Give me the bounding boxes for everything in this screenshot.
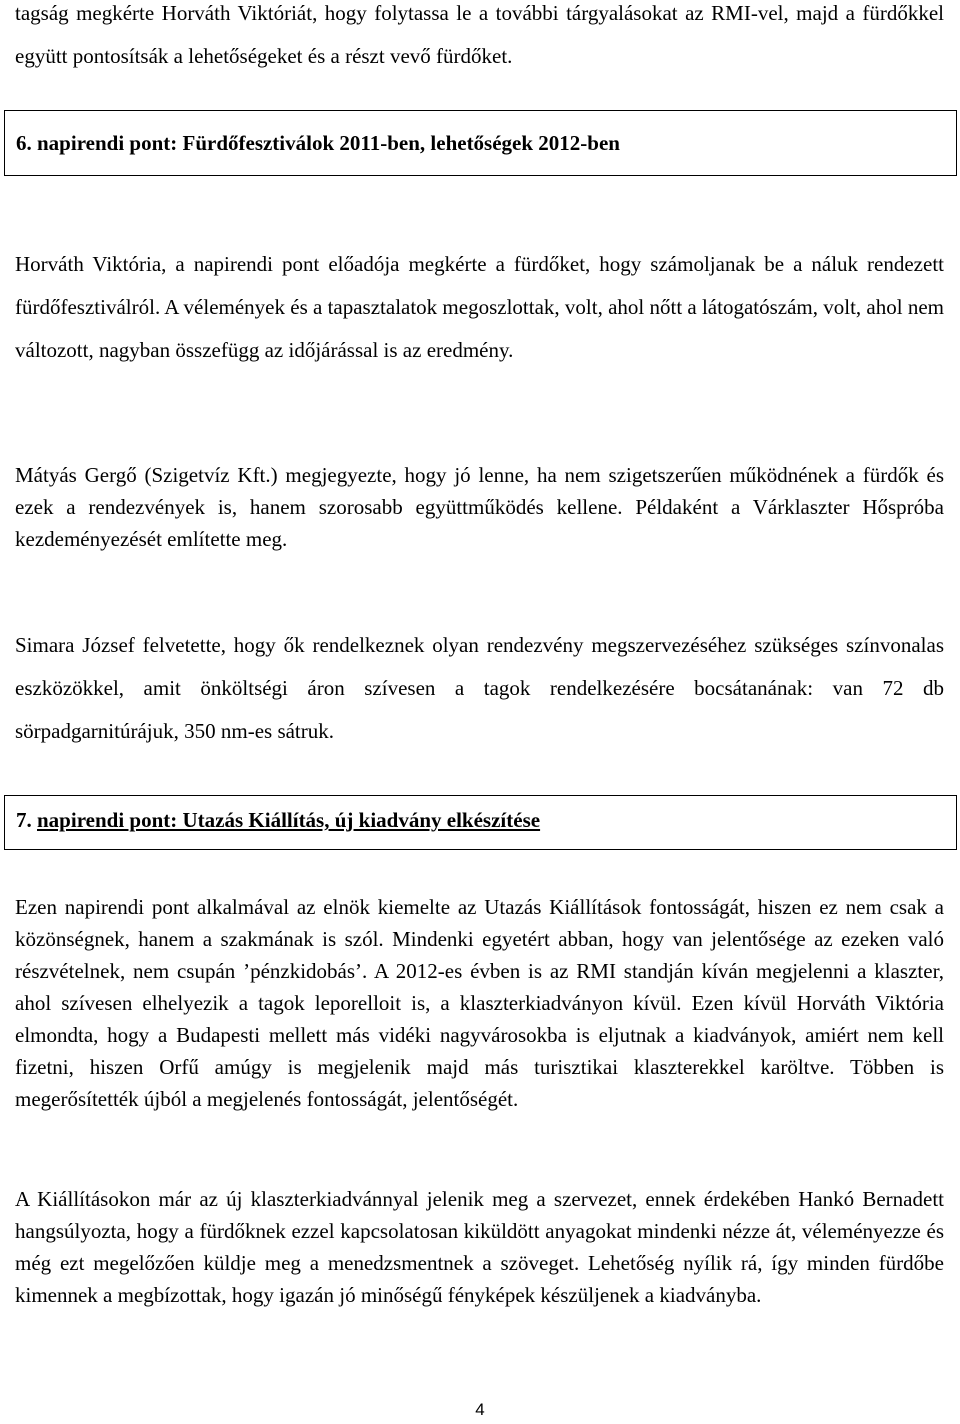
agenda-item-6-number: 6. <box>16 131 32 155</box>
agenda-6-paragraph-3: Simara József felvetette, hogy ők rendelkeznek olyan rendezvény megszervezéséhez szükséges színvonalas eszközökkel, amit önköltségi áron szívesen a tagok rendelkezésére bocsátanának: van 72 db sörpadgarnitúrájuk, 350 nm-es sátruk. <box>15 633 944 743</box>
agenda-item-7-number: 7. <box>16 808 32 832</box>
intro-paragraph: tagság megkérte Horváth Viktóriát, hogy folytassa le a további tárgyalásokat az RMI-vel, majd a fürdőkkel együtt pontosítsák a lehetőségeket és a részt vevő fürdőket. <box>15 1 944 68</box>
agenda-item-7-title: napirendi pont: Utazás Kiállítás, új kiadvány elkészítése <box>37 808 541 832</box>
agenda-item-6-title: napirendi pont: Fürdőfesztiválok 2011-ben, lehetőségek 2012-ben <box>37 131 620 155</box>
agenda-item-7-heading <box>4 795 957 850</box>
agenda-6-paragraph-1: Horváth Viktória, a napirendi pont előadója megkérte a fürdőket, hogy számoljanak be a náluk rendezett fürdőfesztiválról. A vélemények és a tapasztalatok megoszlottak, volt, ahol nőtt a látogatószám, volt, ahol nem változott, nagyban összefügg az időjárással is az eredmény. <box>15 252 944 362</box>
agenda-7-paragraph-2: A Kiállításokon már az új klaszterkiadvánnyal jelenik meg a szervezet, ennek érdekében Hankó Bernadett hangsúlyozta, hogy a fürdőknek ezzel kapcsolatosan kiküldött anyagokat mindenki nézze át, véleményezze és még ezt megelőzően küldje meg a menedzsmentnek a szöveget. Lehetőség nyílik rá, így minden fürdőbe kimennek a megbízottak, hogy igazán jó minőségű fényképek készüljenek a kiadványba. <box>15 1187 944 1307</box>
agenda-6-paragraph-2: Mátyás Gergő (Szigetvíz Kft.) megjegyezte, hogy jó lenne, ha nem szigetszerűen működnének a fürdők és ezek a rendezvények is, hanem szorosabb együttműködés kellene. Példaként a Várklaszter Hőspróba kezdeményezését említette meg. <box>15 463 944 551</box>
agenda-item-6-heading <box>4 110 957 176</box>
agenda-7-paragraph-1: Ezen napirendi pont alkalmával az elnök kiemelte az Utazás Kiállítások fontosságát, hiszen ez nem csak a közönségnek, hanem a szakmának is szól. Mindenki egyetért abban, hogy van jelentősége az ezeken való részvételnek, nem csupán ’pénzkidobás’. A 2012-es évben is az RMI standján kíván megjelenni a klaszter, ahol szívesen elhelyezik a tagok leporelloit is, a klaszterkiadványon kívül. Ezen kívül Horváth Viktória elmondta, hogy a Budapesti mellett más vidéki nagyvárosokba is eljutnak a kiadványok, amiért nem kell fizetni, hiszen Orfű amúgy is megjelenik majd más turisztikai klaszterekkel karöltve. Többen is megerősítették újból a megjelenés fontosságát, jelentőségét. <box>15 895 944 1111</box>
page-number: 4 <box>475 1400 485 1419</box>
